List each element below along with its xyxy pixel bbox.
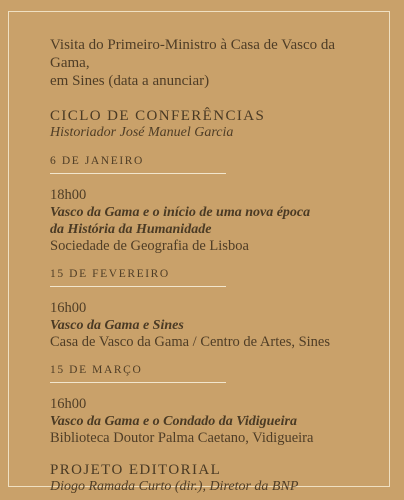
cycle-heading: CICLO DE CONFERÊNCIAS bbox=[50, 108, 266, 124]
event-time: 18h00 bbox=[50, 187, 87, 203]
project-heading: PROJETO EDITORIAL bbox=[50, 462, 222, 478]
event-venue: Sociedade de Geografia de Lisboa bbox=[50, 238, 249, 254]
event-venue: Casa de Vasco da Gama / Centro de Artes, Sines bbox=[50, 334, 331, 350]
project-author: Diogo Ramada Curto (dir.), Diretor da BNP bbox=[50, 479, 299, 494]
event-date: 15 DE MARÇO bbox=[50, 364, 143, 376]
event-title-line-1: Vasco da Gama e o início de uma nova época bbox=[50, 205, 311, 220]
cycle-author: Historiador José Manuel Garcia bbox=[50, 125, 234, 140]
event-title-line-1: Vasco da Gama e Sines bbox=[50, 318, 184, 333]
event-venue: Biblioteca Doutor Palma Caetano, Vidigueira bbox=[50, 430, 314, 446]
event-3 bbox=[50, 363, 370, 447]
intro-text bbox=[50, 36, 370, 90]
event-title-line-1: Vasco da Gama e o Condado da Vidigueira bbox=[50, 414, 297, 429]
event-title-line-2: da História da Humanidade bbox=[50, 222, 212, 237]
event-time: 16h00 bbox=[50, 300, 87, 316]
intro-line-2: em Sines (data a anunciar) bbox=[50, 73, 210, 89]
event-date: 15 DE FEVEREIRO bbox=[50, 268, 170, 280]
event-date: 6 DE JANEIRO bbox=[50, 155, 144, 167]
intro-line-1: Visita do Primeiro-Ministro à Casa de Vasco da Gama, bbox=[50, 37, 336, 71]
event-2 bbox=[50, 267, 370, 351]
event-1 bbox=[50, 154, 370, 255]
program-content bbox=[50, 36, 370, 495]
event-time: 16h00 bbox=[50, 396, 87, 412]
